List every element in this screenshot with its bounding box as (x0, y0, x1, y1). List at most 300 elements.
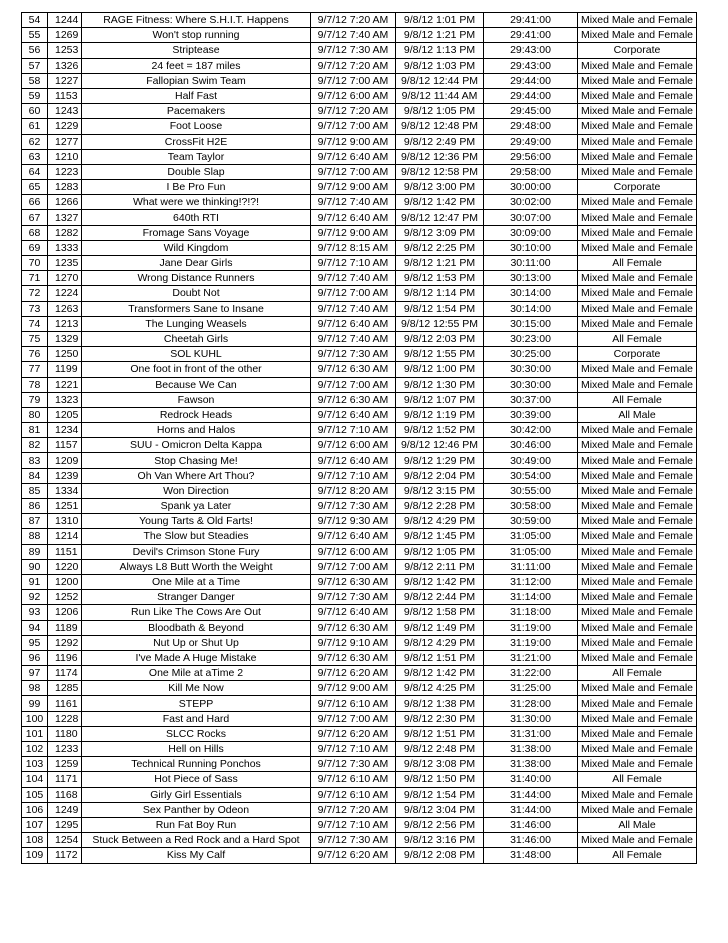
bib-number-cell: 1210 (48, 149, 82, 164)
team-name-cell: The Lunging Weasels (82, 316, 311, 331)
table-row (22, 438, 697, 453)
table-row (22, 347, 697, 362)
start-time-cell: 9/7/12 6:20 AM (311, 726, 396, 741)
team-name-cell: I've Made A Huge Mistake (82, 650, 311, 665)
division-cell: Mixed Male and Female (578, 377, 697, 392)
finish-time-cell: 9/8/12 1:05 PM (396, 104, 484, 119)
table-row (22, 407, 697, 422)
elapsed-time-cell: 31:12:00 (484, 574, 578, 589)
finish-time-cell: 9/8/12 1:45 PM (396, 529, 484, 544)
elapsed-time-cell: 30:59:00 (484, 514, 578, 529)
team-name-cell: Devil's Crimson Stone Fury (82, 544, 311, 559)
start-time-cell: 9/7/12 7:20 AM (311, 104, 396, 119)
team-name-cell: STEPP (82, 696, 311, 711)
team-name-cell: Stop Chasing Me! (82, 453, 311, 468)
start-time-cell: 9/7/12 7:30 AM (311, 347, 396, 362)
finish-time-cell: 9/8/12 1:53 PM (396, 271, 484, 286)
division-cell: Mixed Male and Female (578, 620, 697, 635)
table-row (22, 620, 697, 635)
bib-number-cell: 1249 (48, 802, 82, 817)
elapsed-time-cell: 29:58:00 (484, 164, 578, 179)
place-cell: 60 (22, 104, 48, 119)
division-cell: Mixed Male and Female (578, 225, 697, 240)
elapsed-time-cell: 30:11:00 (484, 256, 578, 271)
start-time-cell: 9/7/12 7:40 AM (311, 301, 396, 316)
elapsed-time-cell: 30:46:00 (484, 438, 578, 453)
finish-time-cell: 9/8/12 4:29 PM (396, 514, 484, 529)
place-cell: 74 (22, 316, 48, 331)
table-row (22, 787, 697, 802)
results-table (21, 12, 697, 864)
division-cell: Corporate (578, 180, 697, 195)
start-time-cell: 9/7/12 7:20 AM (311, 13, 396, 28)
place-cell: 98 (22, 681, 48, 696)
start-time-cell: 9/7/12 6:10 AM (311, 772, 396, 787)
team-name-cell: Young Tarts & Old Farts! (82, 514, 311, 529)
elapsed-time-cell: 29:43:00 (484, 43, 578, 58)
table-row (22, 271, 697, 286)
division-cell: Mixed Male and Female (578, 119, 697, 134)
start-time-cell: 9/7/12 7:30 AM (311, 757, 396, 772)
division-cell: All Female (578, 848, 697, 863)
elapsed-time-cell: 31:14:00 (484, 590, 578, 605)
team-name-cell: SOL KUHL (82, 347, 311, 362)
start-time-cell: 9/7/12 7:10 AM (311, 742, 396, 757)
team-name-cell: Jane Dear Girls (82, 256, 311, 271)
elapsed-time-cell: 30:02:00 (484, 195, 578, 210)
table-row (22, 119, 697, 134)
table-row (22, 605, 697, 620)
team-name-cell: Wild Kingdom (82, 240, 311, 255)
elapsed-time-cell: 31:28:00 (484, 696, 578, 711)
bib-number-cell: 1250 (48, 347, 82, 362)
division-cell: Mixed Male and Female (578, 514, 697, 529)
bib-number-cell: 1171 (48, 772, 82, 787)
elapsed-time-cell: 30:09:00 (484, 225, 578, 240)
bib-number-cell: 1189 (48, 620, 82, 635)
place-cell: 59 (22, 88, 48, 103)
elapsed-time-cell: 29:44:00 (484, 73, 578, 88)
place-cell: 57 (22, 58, 48, 73)
team-name-cell: Run Like The Cows Are Out (82, 605, 311, 620)
table-row (22, 681, 697, 696)
place-cell: 93 (22, 605, 48, 620)
table-row (22, 817, 697, 832)
division-cell: Mixed Male and Female (578, 696, 697, 711)
elapsed-time-cell: 29:48:00 (484, 119, 578, 134)
bib-number-cell: 1326 (48, 58, 82, 73)
bib-number-cell: 1180 (48, 726, 82, 741)
table-row (22, 134, 697, 149)
team-name-cell: SLCC Rocks (82, 726, 311, 741)
division-cell: Mixed Male and Female (578, 28, 697, 43)
finish-time-cell: 9/8/12 3:15 PM (396, 483, 484, 498)
team-name-cell: Nut Up or Shut Up (82, 635, 311, 650)
start-time-cell: 9/7/12 7:40 AM (311, 195, 396, 210)
place-cell: 87 (22, 514, 48, 529)
start-time-cell: 9/7/12 7:30 AM (311, 499, 396, 514)
division-cell: Mixed Male and Female (578, 301, 697, 316)
place-cell: 79 (22, 392, 48, 407)
bib-number-cell: 1292 (48, 635, 82, 650)
start-time-cell: 9/7/12 7:40 AM (311, 28, 396, 43)
finish-time-cell: 9/8/12 2:49 PM (396, 134, 484, 149)
elapsed-time-cell: 31:05:00 (484, 529, 578, 544)
team-name-cell: Fromage Sans Voyage (82, 225, 311, 240)
place-cell: 56 (22, 43, 48, 58)
elapsed-time-cell: 30:58:00 (484, 499, 578, 514)
start-time-cell: 9/7/12 6:40 AM (311, 149, 396, 164)
finish-time-cell: 9/8/12 1:19 PM (396, 407, 484, 422)
finish-time-cell: 9/8/12 2:03 PM (396, 331, 484, 346)
place-cell: 92 (22, 590, 48, 605)
division-cell: Mixed Male and Female (578, 468, 697, 483)
elapsed-time-cell: 31:18:00 (484, 605, 578, 620)
finish-time-cell: 9/8/12 2:30 PM (396, 711, 484, 726)
table-row (22, 848, 697, 863)
finish-time-cell: 9/8/12 1:07 PM (396, 392, 484, 407)
place-cell: 61 (22, 119, 48, 134)
start-time-cell: 9/7/12 7:20 AM (311, 58, 396, 73)
start-time-cell: 9/7/12 6:40 AM (311, 210, 396, 225)
finish-time-cell: 9/8/12 12:46 PM (396, 438, 484, 453)
table-row (22, 544, 697, 559)
elapsed-time-cell: 29:45:00 (484, 104, 578, 119)
table-row (22, 301, 697, 316)
elapsed-time-cell: 30:25:00 (484, 347, 578, 362)
team-name-cell: Won't stop running (82, 28, 311, 43)
elapsed-time-cell: 29:41:00 (484, 13, 578, 28)
team-name-cell: Sex Panther by Odeon (82, 802, 311, 817)
finish-time-cell: 9/8/12 2:11 PM (396, 559, 484, 574)
bib-number-cell: 1310 (48, 514, 82, 529)
elapsed-time-cell: 29:49:00 (484, 134, 578, 149)
place-cell: 68 (22, 225, 48, 240)
division-cell: Mixed Male and Female (578, 316, 697, 331)
division-cell: Mixed Male and Female (578, 423, 697, 438)
place-cell: 67 (22, 210, 48, 225)
finish-time-cell: 9/8/12 1:30 PM (396, 377, 484, 392)
elapsed-time-cell: 30:54:00 (484, 468, 578, 483)
place-cell: 71 (22, 271, 48, 286)
division-cell: Mixed Male and Female (578, 726, 697, 741)
start-time-cell: 9/7/12 9:10 AM (311, 635, 396, 650)
bib-number-cell: 1224 (48, 286, 82, 301)
bib-number-cell: 1214 (48, 529, 82, 544)
bib-number-cell: 1253 (48, 43, 82, 58)
bib-number-cell: 1323 (48, 392, 82, 407)
finish-time-cell: 9/8/12 3:04 PM (396, 802, 484, 817)
place-cell: 82 (22, 438, 48, 453)
division-cell: Mixed Male and Female (578, 559, 697, 574)
team-name-cell: Bloodbath & Beyond (82, 620, 311, 635)
bib-number-cell: 1282 (48, 225, 82, 240)
start-time-cell: 9/7/12 6:30 AM (311, 620, 396, 635)
elapsed-time-cell: 31:44:00 (484, 787, 578, 802)
start-time-cell: 9/7/12 7:40 AM (311, 271, 396, 286)
start-time-cell: 9/7/12 6:30 AM (311, 362, 396, 377)
place-cell: 83 (22, 453, 48, 468)
finish-time-cell: 9/8/12 3:16 PM (396, 833, 484, 848)
division-cell: Mixed Male and Female (578, 605, 697, 620)
table-row (22, 802, 697, 817)
start-time-cell: 9/7/12 9:00 AM (311, 134, 396, 149)
table-row (22, 13, 697, 28)
table-row (22, 210, 697, 225)
division-cell: Mixed Male and Female (578, 635, 697, 650)
division-cell: All Male (578, 407, 697, 422)
division-cell: Mixed Male and Female (578, 787, 697, 802)
team-name-cell: Fast and Hard (82, 711, 311, 726)
elapsed-time-cell: 30:23:00 (484, 331, 578, 346)
place-cell: 101 (22, 726, 48, 741)
place-cell: 88 (22, 529, 48, 544)
table-row (22, 88, 697, 103)
team-name-cell: Double Slap (82, 164, 311, 179)
team-name-cell: Hot Piece of Sass (82, 772, 311, 787)
bib-number-cell: 1233 (48, 742, 82, 757)
finish-time-cell: 9/8/12 1:54 PM (396, 301, 484, 316)
elapsed-time-cell: 30:00:00 (484, 180, 578, 195)
table-row (22, 195, 697, 210)
finish-time-cell: 9/8/12 1:03 PM (396, 58, 484, 73)
division-cell: Mixed Male and Female (578, 240, 697, 255)
bib-number-cell: 1200 (48, 574, 82, 589)
place-cell: 73 (22, 301, 48, 316)
start-time-cell: 9/7/12 7:30 AM (311, 833, 396, 848)
team-name-cell: RAGE Fitness: Where S.H.I.T. Happens (82, 13, 311, 28)
elapsed-time-cell: 31:44:00 (484, 802, 578, 817)
division-cell: Mixed Male and Female (578, 362, 697, 377)
elapsed-time-cell: 31:38:00 (484, 742, 578, 757)
bib-number-cell: 1254 (48, 833, 82, 848)
bib-number-cell: 1196 (48, 650, 82, 665)
place-cell: 62 (22, 134, 48, 149)
finish-time-cell: 9/8/12 1:21 PM (396, 28, 484, 43)
start-time-cell: 9/7/12 6:40 AM (311, 529, 396, 544)
place-cell: 77 (22, 362, 48, 377)
finish-time-cell: 9/8/12 1:50 PM (396, 772, 484, 787)
elapsed-time-cell: 31:48:00 (484, 848, 578, 863)
bib-number-cell: 1213 (48, 316, 82, 331)
finish-time-cell: 9/8/12 1:52 PM (396, 423, 484, 438)
finish-time-cell: 9/8/12 2:48 PM (396, 742, 484, 757)
place-cell: 103 (22, 757, 48, 772)
table-row (22, 742, 697, 757)
start-time-cell: 9/7/12 6:40 AM (311, 316, 396, 331)
place-cell: 94 (22, 620, 48, 635)
bib-number-cell: 1266 (48, 195, 82, 210)
place-cell: 80 (22, 407, 48, 422)
finish-time-cell: 9/8/12 1:05 PM (396, 544, 484, 559)
elapsed-time-cell: 30:10:00 (484, 240, 578, 255)
team-name-cell: Girly Girl Essentials (82, 787, 311, 802)
team-name-cell: Run Fat Boy Run (82, 817, 311, 832)
finish-time-cell: 9/8/12 1:42 PM (396, 666, 484, 681)
place-cell: 90 (22, 559, 48, 574)
bib-number-cell: 1269 (48, 28, 82, 43)
team-name-cell: What were we thinking!?!?! (82, 195, 311, 210)
bib-number-cell: 1205 (48, 407, 82, 422)
table-row (22, 104, 697, 119)
finish-time-cell: 9/8/12 12:36 PM (396, 149, 484, 164)
bib-number-cell: 1334 (48, 483, 82, 498)
place-cell: 78 (22, 377, 48, 392)
division-cell: Mixed Male and Female (578, 757, 697, 772)
bib-number-cell: 1229 (48, 119, 82, 134)
place-cell: 91 (22, 574, 48, 589)
finish-time-cell: 9/8/12 12:48 PM (396, 119, 484, 134)
bib-number-cell: 1270 (48, 271, 82, 286)
start-time-cell: 9/7/12 7:00 AM (311, 164, 396, 179)
finish-time-cell: 9/8/12 2:08 PM (396, 848, 484, 863)
team-name-cell: Cheetah Girls (82, 331, 311, 346)
table-row (22, 43, 697, 58)
start-time-cell: 9/7/12 7:00 AM (311, 711, 396, 726)
team-name-cell: SUU - Omicron Delta Kappa (82, 438, 311, 453)
bib-number-cell: 1161 (48, 696, 82, 711)
bib-number-cell: 1285 (48, 681, 82, 696)
place-cell: 108 (22, 833, 48, 848)
place-cell: 81 (22, 423, 48, 438)
table-row (22, 726, 697, 741)
finish-time-cell: 9/8/12 1:00 PM (396, 362, 484, 377)
team-name-cell: One Mile at aTime 2 (82, 666, 311, 681)
elapsed-time-cell: 30:13:00 (484, 271, 578, 286)
division-cell: All Female (578, 666, 697, 681)
start-time-cell: 9/7/12 6:40 AM (311, 605, 396, 620)
team-name-cell: CrossFit H2E (82, 134, 311, 149)
finish-time-cell: 9/8/12 3:00 PM (396, 180, 484, 195)
finish-time-cell: 9/8/12 1:49 PM (396, 620, 484, 635)
finish-time-cell: 9/8/12 1:51 PM (396, 726, 484, 741)
start-time-cell: 9/7/12 6:00 AM (311, 438, 396, 453)
finish-time-cell: 9/8/12 1:42 PM (396, 574, 484, 589)
finish-time-cell: 9/8/12 1:55 PM (396, 347, 484, 362)
bib-number-cell: 1172 (48, 848, 82, 863)
division-cell: Mixed Male and Female (578, 650, 697, 665)
start-time-cell: 9/7/12 9:00 AM (311, 681, 396, 696)
elapsed-time-cell: 31:05:00 (484, 544, 578, 559)
table-row (22, 28, 697, 43)
start-time-cell: 9/7/12 6:00 AM (311, 544, 396, 559)
division-cell: Mixed Male and Female (578, 210, 697, 225)
table-row (22, 377, 697, 392)
team-name-cell: Won Direction (82, 483, 311, 498)
place-cell: 63 (22, 149, 48, 164)
bib-number-cell: 1234 (48, 423, 82, 438)
team-name-cell: Technical Running Ponchos (82, 757, 311, 772)
table-row (22, 468, 697, 483)
place-cell: 66 (22, 195, 48, 210)
finish-time-cell: 9/8/12 4:25 PM (396, 681, 484, 696)
table-row (22, 331, 697, 346)
table-row (22, 164, 697, 179)
start-time-cell: 9/7/12 6:40 AM (311, 453, 396, 468)
place-cell: 107 (22, 817, 48, 832)
bib-number-cell: 1277 (48, 134, 82, 149)
team-name-cell: Oh Van Where Art Thou? (82, 468, 311, 483)
place-cell: 64 (22, 164, 48, 179)
start-time-cell: 9/7/12 7:10 AM (311, 468, 396, 483)
division-cell: Mixed Male and Female (578, 453, 697, 468)
elapsed-time-cell: 31:46:00 (484, 817, 578, 832)
elapsed-time-cell: 29:56:00 (484, 149, 578, 164)
finish-time-cell: 9/8/12 3:08 PM (396, 757, 484, 772)
team-name-cell: Stranger Danger (82, 590, 311, 605)
table-row (22, 149, 697, 164)
elapsed-time-cell: 31:30:00 (484, 711, 578, 726)
bib-number-cell: 1235 (48, 256, 82, 271)
place-cell: 69 (22, 240, 48, 255)
elapsed-time-cell: 30:42:00 (484, 423, 578, 438)
table-row (22, 225, 697, 240)
team-name-cell: Hell on Hills (82, 742, 311, 757)
table-row (22, 362, 697, 377)
start-time-cell: 9/7/12 7:00 AM (311, 377, 396, 392)
team-name-cell: Horns and Halos (82, 423, 311, 438)
table-row (22, 559, 697, 574)
division-cell: Mixed Male and Female (578, 286, 697, 301)
finish-time-cell: 9/8/12 1:13 PM (396, 43, 484, 58)
bib-number-cell: 1251 (48, 499, 82, 514)
start-time-cell: 9/7/12 7:40 AM (311, 331, 396, 346)
start-time-cell: 9/7/12 6:30 AM (311, 650, 396, 665)
bib-number-cell: 1227 (48, 73, 82, 88)
start-time-cell: 9/7/12 6:10 AM (311, 787, 396, 802)
division-cell: Mixed Male and Female (578, 134, 697, 149)
table-row (22, 392, 697, 407)
start-time-cell: 9/7/12 8:15 AM (311, 240, 396, 255)
place-cell: 55 (22, 28, 48, 43)
bib-number-cell: 1243 (48, 104, 82, 119)
table-row (22, 833, 697, 848)
bib-number-cell: 1174 (48, 666, 82, 681)
division-cell: All Female (578, 392, 697, 407)
table-row (22, 180, 697, 195)
place-cell: 65 (22, 180, 48, 195)
start-time-cell: 9/7/12 6:40 AM (311, 407, 396, 422)
table-row (22, 58, 697, 73)
table-row (22, 256, 697, 271)
bib-number-cell: 1283 (48, 180, 82, 195)
table-row (22, 483, 697, 498)
bib-number-cell: 1327 (48, 210, 82, 225)
start-time-cell: 9/7/12 7:30 AM (311, 43, 396, 58)
division-cell: Mixed Male and Female (578, 544, 697, 559)
finish-time-cell: 9/8/12 2:56 PM (396, 817, 484, 832)
place-cell: 96 (22, 650, 48, 665)
elapsed-time-cell: 31:40:00 (484, 772, 578, 787)
team-name-cell: Wrong Distance Runners (82, 271, 311, 286)
bib-number-cell: 1239 (48, 468, 82, 483)
division-cell: Mixed Male and Female (578, 499, 697, 514)
elapsed-time-cell: 30:37:00 (484, 392, 578, 407)
table-row (22, 73, 697, 88)
division-cell: Mixed Male and Female (578, 574, 697, 589)
elapsed-time-cell: 29:44:00 (484, 88, 578, 103)
place-cell: 106 (22, 802, 48, 817)
table-row (22, 696, 697, 711)
team-name-cell: Spank ya Later (82, 499, 311, 514)
bib-number-cell: 1259 (48, 757, 82, 772)
team-name-cell: Stuck Between a Red Rock and a Hard Spot (82, 833, 311, 848)
division-cell: All Female (578, 256, 697, 271)
division-cell: All Female (578, 331, 697, 346)
elapsed-time-cell: 29:43:00 (484, 58, 578, 73)
start-time-cell: 9/7/12 9:00 AM (311, 180, 396, 195)
bib-number-cell: 1199 (48, 362, 82, 377)
